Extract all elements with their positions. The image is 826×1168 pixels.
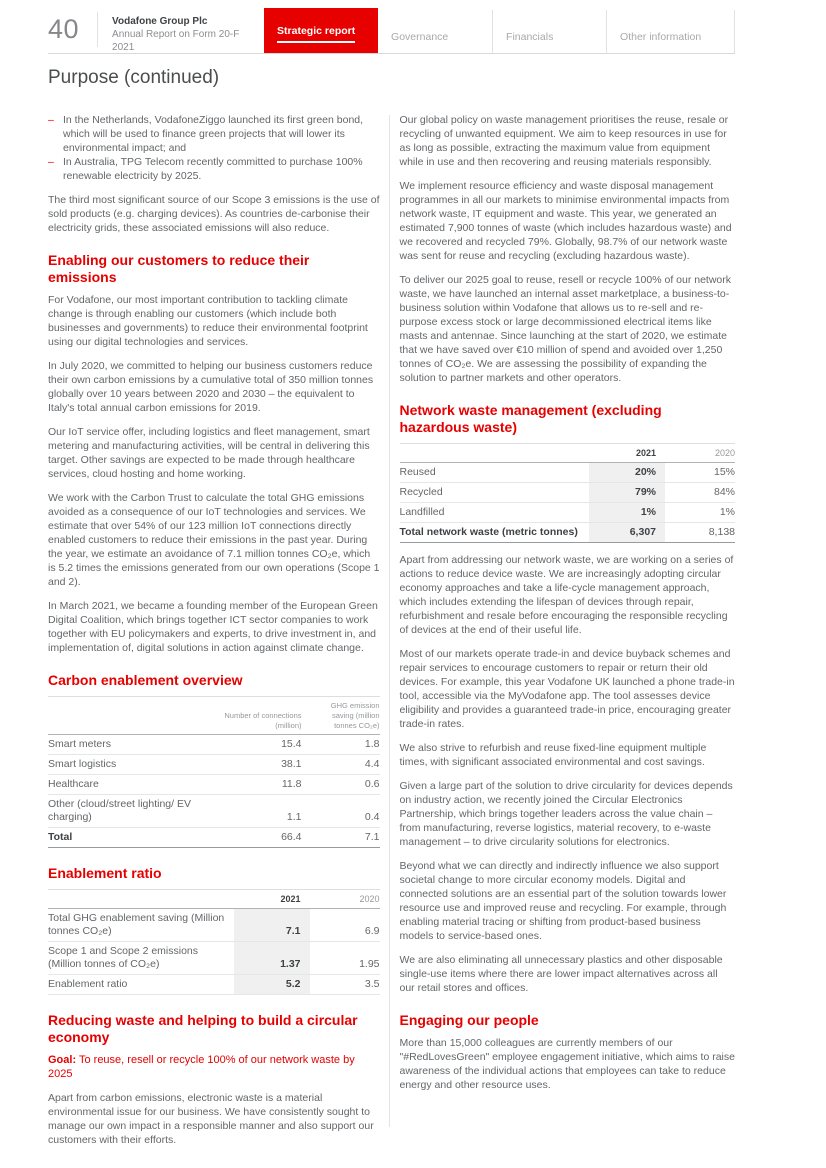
cell-label: Scope 1 and Scope 2 emissions (Million tonnes of CO₂e) <box>48 942 234 975</box>
goal-text: To reuse, resell or recycle 100% of our network waste by 2025 <box>48 1054 355 1081</box>
header-cell-2020: 2020 <box>665 444 735 463</box>
cell-2021: 5.2 <box>234 975 310 995</box>
table-row <box>48 755 380 775</box>
section-heading-carbon-enablement: Carbon enablement overview <box>48 672 243 688</box>
paragraph: We are also eliminating all unnecessary plastics and other disposable single-use items where there are lower impact alternatives across all our retail stores and offices. <box>399 954 723 994</box>
cell-2021: 1.37 <box>234 942 310 975</box>
table-row <box>400 463 736 483</box>
right-column <box>400 113 736 1157</box>
paragraph: Beyond what we can directly and indirectly influence we also support societal change to more circular economy models. Digital and connected solutions are an essential part of the solution towards lower resource use and improved reuse and recycling. For example, through enabling material tracing or shifting from product-based business models to service-based ones. <box>399 860 727 942</box>
cell-2020: 6.9 <box>310 909 380 942</box>
list-item <box>48 113 380 155</box>
header-cell-empty <box>48 697 206 735</box>
page-number: 40 <box>48 14 80 44</box>
paragraph: We implement resource efficiency and waste disposal management programmes in all our markets to minimise environmental impacts from network waste, IT equipment and waste. This year, we generated an estimated 7,900 tonnes of waste (which includes hazardous waste) and we recovered and recycled 79%. Globally, 98.7% of our network waste was sent for reuse and recycling (excluding hazardous waste). <box>399 180 732 262</box>
table-row <box>48 735 380 755</box>
page-header <box>48 10 735 54</box>
cell-ghg-saving: 7.1 <box>302 828 380 848</box>
cell-2021: 6,307 <box>589 523 665 543</box>
content-columns <box>48 113 735 1157</box>
tab-label: Financials <box>506 31 554 43</box>
section-heading-network-waste: Network waste management (excluding hazardous waste) <box>399 402 662 435</box>
enablement-ratio-table <box>48 889 380 995</box>
tab-strategic-report[interactable] <box>264 8 378 53</box>
header-cell-ghg-saving: GHG emission saving (million tonnes CO₂e) <box>302 697 380 735</box>
goal-statement <box>48 1053 380 1081</box>
header-cell-connections: Number of connections (million) <box>206 697 302 735</box>
cell-2021: 7.1 <box>234 909 310 942</box>
list-item <box>48 155 380 183</box>
table-row <box>48 975 380 995</box>
column-divider <box>389 115 390 1127</box>
paragraph: Our global policy on waste management prioritises the reuse, resale or recycling of unwanted equipment. We aim to keep resources in use for as long as possible, extracting the maximum value from equipment while in use and then recovering and reusing materials responsibly. <box>399 114 729 168</box>
cell-label: Landfilled <box>400 503 590 523</box>
table-row <box>48 795 380 828</box>
section-heading-enablement-ratio: Enablement ratio <box>48 865 162 882</box>
cell-2021: 20% <box>589 463 665 483</box>
tab-other-information[interactable] <box>606 10 720 53</box>
table-header-row <box>48 697 380 735</box>
cell-label: Total GHG enablement saving (Million tonnes CO₂e) <box>48 909 234 942</box>
tab-label: Strategic report <box>277 25 355 43</box>
section-heading-enabling-customers: Enabling our customers to reduce their emissions <box>48 252 310 285</box>
table-row <box>400 503 736 523</box>
cell-ghg-saving: 0.6 <box>302 775 380 795</box>
cell-label: Smart meters <box>48 735 206 755</box>
table-total-row <box>48 828 380 848</box>
bullet-list <box>48 113 380 183</box>
bullet-text: In Australia, TPG Telecom recently committed to purchase 100% renewable electricity by 2025. <box>63 156 363 182</box>
table-total-row <box>400 523 736 543</box>
header-cell-empty <box>400 444 590 463</box>
cell-2020: 8,138 <box>665 523 735 543</box>
dash-bullet-icon: – <box>48 156 54 168</box>
cell-ghg-saving: 4.4 <box>302 755 380 775</box>
tab-governance[interactable] <box>378 10 492 53</box>
paragraph: For Vodafone, our most important contribution to tackling climate change is through enabling our customers (which include both businesses and governments) to reduce their environmental footprint using our digital technologies and services. <box>48 294 368 348</box>
cell-2020: 84% <box>665 483 735 503</box>
goal-label: Goal: <box>48 1054 77 1067</box>
header-cell-2021: 2021 <box>234 890 310 909</box>
tab-label: Governance <box>391 31 449 43</box>
cell-label: Other (cloud/street lighting/ EV charging) <box>48 795 206 828</box>
cell-label: Reused <box>400 463 590 483</box>
cell-2021: 79% <box>589 483 665 503</box>
paragraph: Apart from addressing our network waste, we are working on a series of actions to reduce device waste. We are increasingly adopting circular economy approaches and take a life-cycle management approach, which includes extending the lifespan of devices through repair, refurbishment and resale before encouraging the responsible recycling of devices at the end of their useful life. <box>399 554 734 636</box>
tab-financials[interactable] <box>492 10 606 53</box>
cell-connections: 1.1 <box>206 795 302 828</box>
bullet-text: In the Netherlands, VodafoneZiggo launched its first green bond, which will be used to finance green projects that will lower its environmental impact; and <box>63 114 364 154</box>
paragraph: In July 2020, we committed to helping our business customers reduce their own carbon emissions by a cumulative total of 350 million tonnes globally over 10 years between 2020 and 2030 – the equivalent to Italy's total annual carbon emissions for 2019. <box>48 360 374 414</box>
paragraph: Given a large part of the solution to drive circularity for devices depends on industry action, we recently joined the Circular Electronics Partnership, which brings together leaders across the value chain – from manufacturing, reverse logistics, material recovery, to e-waste management – to drive circularity solutions for electronics. <box>399 780 733 848</box>
table-header-row <box>48 890 380 909</box>
cell-2020: 1.95 <box>310 942 380 975</box>
left-column <box>48 113 380 1157</box>
report-title: Annual Report on Form 20-F 2021 <box>112 29 240 53</box>
paragraph: We work with the Carbon Trust to calculate the total GHG emissions avoided as a consequence of our IoT technologies and services. We estimate that over 54% of our 123 million IoT connections directly enabled customers to reduce their emissions in the past year. During the year, we estimate an avoidance of 7.1 million tonnes CO₂e, which is 5.2 times the emissions generated from our own operations (Scope 1 and 2). <box>48 492 380 588</box>
table-row <box>400 483 736 503</box>
header-cell-empty <box>48 890 234 909</box>
table-row <box>48 775 380 795</box>
cell-ghg-saving: 1.8 <box>302 735 380 755</box>
cell-ghg-saving: 0.4 <box>302 795 380 828</box>
cell-2021: 1% <box>589 503 665 523</box>
cell-label: Total network waste (metric tonnes) <box>400 523 590 543</box>
section-tabs <box>264 10 735 53</box>
paragraph: Our IoT service offer, including logistics and fleet management, smart metering and manufacturing activities, will be central in delivering this target. Other savings are expected to be made through healthcare services, cloud hosting and home working. <box>48 426 370 480</box>
carbon-enablement-table <box>48 696 380 848</box>
section-heading-engaging-people: Engaging our people <box>399 1012 539 1028</box>
paragraph: Most of our markets operate trade-in and device buyback schemes and repair services to encourage customers to repair or return their old devices. For example, this year Vodafone UK launched a phone trade-in tool, accessible via the MyVodafone app. The tool assesses device eligibility and provides a guaranteed trade-in price, encouraging greater trade-in rates. <box>399 648 735 730</box>
tab-label: Other information <box>620 31 702 43</box>
network-waste-table <box>400 443 736 543</box>
cell-2020: 3.5 <box>310 975 380 995</box>
header-cell-2021: 2021 <box>589 444 665 463</box>
cell-label: Healthcare <box>48 775 206 795</box>
cell-label: Total <box>48 828 206 848</box>
paragraph: Apart from carbon emissions, electronic waste is a material environmental issue for our business. We have consistently sought to manage our own impact in a responsible manner and also support our customers with their efforts. <box>48 1092 374 1147</box>
cell-connections: 15.4 <box>206 735 302 755</box>
cell-label: Smart logistics <box>48 755 206 775</box>
page-title: Purpose (continued) <box>48 67 220 88</box>
cell-2020: 15% <box>665 463 735 483</box>
table-row <box>48 909 380 942</box>
section-heading-reducing-waste: Reducing waste and helping to build a circular economy <box>48 1012 358 1046</box>
paragraph: The third most significant source of our Scope 3 emissions is the use of sold products (e.g. charging devices). As countries de-carbonise their electricity grids, these associated emissions will also reduce. <box>48 194 380 234</box>
cell-2020: 1% <box>665 503 735 523</box>
cell-connections: 11.8 <box>206 775 302 795</box>
header-cell-2020: 2020 <box>310 890 380 909</box>
table-row <box>48 942 380 975</box>
cell-label: Recycled <box>400 483 590 503</box>
paragraph: In March 2021, we became a founding member of the European Green Digital Coalition, which brings together ICT sector companies to work together with EU policymakers and experts, to drive investment in, and implementation of, digital solutions in action against climate change. <box>48 600 378 654</box>
table-header-row <box>400 444 736 463</box>
paragraph: We also strive to refurbish and reuse fixed-line equipment multiple times, with significant associated environmental and cost savings. <box>399 742 707 768</box>
paragraph: More than 15,000 colleagues are currently members of our "#RedLovesGreen" employee engagement initiative, which aims to raise awareness of the individual actions that employees can take to reduce energy and other resource uses. <box>399 1037 735 1091</box>
cell-connections: 38.1 <box>206 755 302 775</box>
dash-bullet-icon: – <box>48 114 54 126</box>
cell-connections: 66.4 <box>206 828 302 848</box>
company-name: Vodafone Group Plc <box>112 16 208 27</box>
paragraph: To deliver our 2025 goal to reuse, resell or recycle 100% of our network waste, we have launched an internal asset marketplace, a business-to-business solution within Vodafone that allows us to re-sell and re-purpose excess stock or large decommissioned electrical items like masts and antennae. Since launching at the start of 2020, we estimate that we have saved over €10 million of spend and avoided over 1,250 tonnes of CO₂e. We are assessing the possibility of expanding the solution to partner markets and other operators. <box>399 274 732 384</box>
cell-label: Enablement ratio <box>48 975 234 995</box>
brand-block <box>98 10 264 53</box>
